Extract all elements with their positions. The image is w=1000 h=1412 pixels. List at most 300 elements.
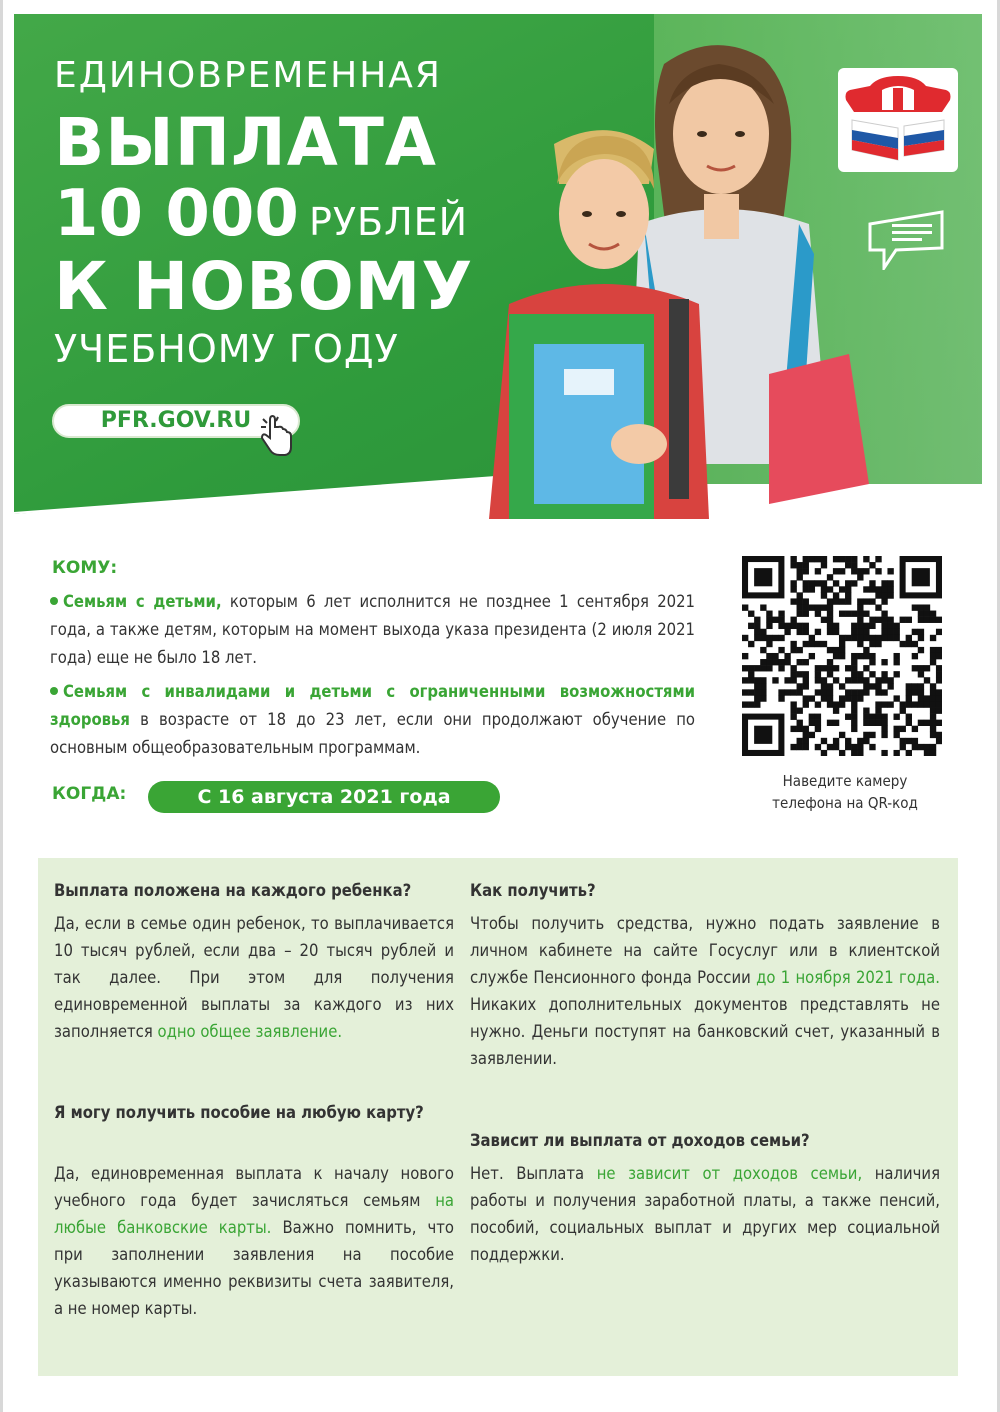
qr-module xyxy=(930,714,936,720)
qr-module xyxy=(833,556,839,562)
qr-module xyxy=(809,714,815,720)
qr-module xyxy=(894,732,900,738)
qr-module xyxy=(875,689,881,695)
qr-module xyxy=(784,689,790,695)
qr-module xyxy=(803,629,809,635)
who-label: КОМУ: xyxy=(52,558,118,578)
qr-module xyxy=(827,720,833,726)
qr-module xyxy=(881,598,887,604)
qr-module xyxy=(906,617,912,623)
qr-module xyxy=(869,617,875,623)
qr-module xyxy=(930,701,936,707)
qr-module xyxy=(869,635,875,641)
when-label: КОГДА: xyxy=(52,784,127,804)
qr-module xyxy=(748,671,754,677)
qr-module xyxy=(809,556,815,562)
faq-answer-1 xyxy=(54,910,454,1045)
qr-module xyxy=(754,617,760,623)
qr-module xyxy=(766,623,772,629)
qr-module xyxy=(815,677,821,683)
qr-module xyxy=(748,623,754,629)
qr-module xyxy=(918,647,924,653)
qr-module xyxy=(863,556,869,562)
national-projects-logo xyxy=(866,210,948,270)
qr-module xyxy=(742,635,748,641)
qr-module xyxy=(778,635,784,641)
qr-module xyxy=(906,683,912,689)
qr-module xyxy=(857,617,863,623)
qr-module xyxy=(797,683,803,689)
qr-module xyxy=(748,701,754,707)
qr-module xyxy=(845,635,851,641)
qr-module xyxy=(797,604,803,610)
qr-module xyxy=(906,701,912,707)
qr-module xyxy=(845,665,851,671)
who-bullet-2-highlight: Семьям с инвалидами и детьми с ограниченными возможностями здоровья xyxy=(50,682,695,729)
qr-module xyxy=(851,635,857,641)
qr-module xyxy=(797,726,803,732)
qr-module xyxy=(827,617,833,623)
qr-module xyxy=(918,744,924,750)
qr-module xyxy=(790,623,796,629)
qr-module xyxy=(803,744,809,750)
qr-module xyxy=(827,598,833,604)
qr-module xyxy=(857,598,863,604)
qr-module xyxy=(881,629,887,635)
qr-module xyxy=(936,689,942,695)
qr-module xyxy=(790,617,796,623)
qr-module xyxy=(803,611,809,617)
qr-module xyxy=(821,689,827,695)
qr-module xyxy=(790,598,796,604)
qr-caption-line-2: телефона на QR-код xyxy=(772,794,918,812)
qr-module xyxy=(803,604,809,610)
qr-module xyxy=(772,653,778,659)
headline-line-2: ВЫПЛАТА xyxy=(54,104,437,181)
qr-module xyxy=(748,641,754,647)
qr-module xyxy=(936,720,942,726)
qr-module xyxy=(821,677,827,683)
qr-module xyxy=(863,720,869,726)
qr-module xyxy=(875,714,881,720)
qr-module xyxy=(851,744,857,750)
qr-module xyxy=(815,604,821,610)
qr-module xyxy=(906,738,912,744)
qr-module xyxy=(833,701,839,707)
qr-module xyxy=(887,629,893,635)
qr-module xyxy=(869,653,875,659)
qr-module xyxy=(875,677,881,683)
qr-module xyxy=(833,738,839,744)
amount-currency: РУБЛЕЙ xyxy=(308,200,469,244)
qr-module xyxy=(839,611,845,617)
qr-module xyxy=(821,586,827,592)
qr-module xyxy=(797,574,803,580)
qr-module xyxy=(809,653,815,659)
qr-module xyxy=(772,677,778,683)
qr-module xyxy=(754,665,760,671)
qr-module xyxy=(772,635,778,641)
qr-module xyxy=(851,750,857,756)
faq-answer-3-text-end: Никаких дополнительных документов представлять не нужно. Деньги поступят на банковский счет, указанный в заявлении. xyxy=(470,995,940,1068)
qr-module xyxy=(815,611,821,617)
qr-module xyxy=(924,677,930,683)
qr-module xyxy=(930,635,936,641)
qr-module xyxy=(790,744,796,750)
qr-module xyxy=(797,659,803,665)
qr-module xyxy=(881,689,887,695)
qr-module xyxy=(809,720,815,726)
qr-caption xyxy=(730,770,960,814)
qr-module xyxy=(797,744,803,750)
qr-module xyxy=(918,635,924,641)
faq-question-1: Выплата положена на каждого ребенка? xyxy=(54,881,412,900)
qr-module xyxy=(815,629,821,635)
qr-module xyxy=(936,647,942,653)
faq-question-4: Зависит ли выплата от доходов семьи? xyxy=(470,1131,810,1150)
qr-module xyxy=(803,641,809,647)
qr-module xyxy=(924,720,930,726)
qr-module xyxy=(815,568,821,574)
qr-module xyxy=(839,750,845,756)
qr-module xyxy=(815,701,821,707)
qr-module xyxy=(857,738,863,744)
qr-module xyxy=(869,580,875,586)
qr-module xyxy=(809,604,815,610)
qr-module xyxy=(839,695,845,701)
pfr-logo xyxy=(838,68,958,172)
qr-module xyxy=(803,623,809,629)
when-date-badge: С 16 августа 2021 года xyxy=(148,781,500,813)
qr-module xyxy=(790,556,796,562)
qr-module xyxy=(881,732,887,738)
qr-module xyxy=(827,683,833,689)
qr-module xyxy=(875,635,881,641)
qr-module xyxy=(857,635,863,641)
qr-module xyxy=(863,623,869,629)
qr-finder-square xyxy=(912,568,930,586)
qr-module xyxy=(894,659,900,665)
qr-module xyxy=(887,623,893,629)
qr-module xyxy=(742,701,748,707)
qr-module xyxy=(936,665,942,671)
qr-module xyxy=(827,701,833,707)
qr-module xyxy=(766,611,772,617)
qr-module xyxy=(778,665,784,671)
qr-module xyxy=(930,647,936,653)
qr-module xyxy=(839,647,845,653)
qr-module xyxy=(851,629,857,635)
qr-module xyxy=(845,556,851,562)
qr-module xyxy=(906,689,912,695)
amount-value: 10 000 xyxy=(54,177,299,251)
qr-module xyxy=(906,720,912,726)
faq-answer-3-text: Чтобы получить средства, нужно подать заявление в личном кабинете на сайте Госуслуг или в клиентской службе Пенсионного фонда России xyxy=(470,914,940,987)
qr-module xyxy=(906,695,912,701)
qr-module xyxy=(930,689,936,695)
qr-module xyxy=(742,604,748,610)
faq-answer-1-text: Да, если в семье один ребенок, то выплачивается 10 тысяч рублей, если два – 20 тысяч рублей и так далее. При этом для получения единовременной выплаты за каждого из них заполняется xyxy=(54,914,454,1041)
qr-module xyxy=(833,647,839,653)
qr-module xyxy=(912,683,918,689)
qr-module xyxy=(900,726,906,732)
qr-module xyxy=(857,689,863,695)
qr-module xyxy=(803,659,809,665)
qr-module xyxy=(815,726,821,732)
qr-module xyxy=(766,653,772,659)
qr-module xyxy=(863,689,869,695)
faq-box xyxy=(38,858,958,1376)
qr-module xyxy=(851,677,857,683)
qr-module xyxy=(839,586,845,592)
qr-module xyxy=(881,580,887,586)
qr-module xyxy=(833,653,839,659)
qr-module xyxy=(881,586,887,592)
qr-module xyxy=(754,701,760,707)
qr-module xyxy=(863,677,869,683)
qr-module xyxy=(887,701,893,707)
qr-module xyxy=(803,738,809,744)
qr-module xyxy=(778,617,784,623)
qr-module xyxy=(924,665,930,671)
qr-module xyxy=(797,708,803,714)
qr-module xyxy=(760,677,766,683)
qr-module xyxy=(869,744,875,750)
qr-module xyxy=(930,659,936,665)
qr-module xyxy=(918,695,924,701)
qr-module xyxy=(918,689,924,695)
qr-module xyxy=(894,653,900,659)
qr-module xyxy=(863,732,869,738)
qr-module xyxy=(772,617,778,623)
qr-module xyxy=(881,611,887,617)
qr-module xyxy=(790,701,796,707)
qr-module xyxy=(760,659,766,665)
qr-module xyxy=(863,598,869,604)
qr-module xyxy=(851,708,857,714)
qr-module xyxy=(821,592,827,598)
faq-answer-2-highlight: на любые банковские карты. xyxy=(54,1191,454,1237)
headline-line-5: УЧЕБНОМУ ГОДУ xyxy=(54,327,399,371)
qr-module xyxy=(924,695,930,701)
qr-module xyxy=(742,689,748,695)
qr-module xyxy=(924,701,930,707)
children-photo xyxy=(469,24,889,519)
qr-module xyxy=(754,635,760,641)
qr-module xyxy=(930,708,936,714)
qr-module xyxy=(851,556,857,562)
qr-module xyxy=(875,568,881,574)
qr-module xyxy=(803,568,809,574)
qr-module xyxy=(821,641,827,647)
who-bullet-2-text: в возрасте от 18 до 23 лет, если они продолжают обучение по основным общеобразовательным программам. xyxy=(50,710,695,757)
qr-module xyxy=(881,592,887,598)
qr-code[interactable] xyxy=(742,556,942,756)
who-bullet-2 xyxy=(50,678,695,762)
qr-module xyxy=(912,665,918,671)
qr-module xyxy=(851,695,857,701)
qr-module xyxy=(833,708,839,714)
qr-module xyxy=(863,586,869,592)
qr-module xyxy=(845,562,851,568)
qr-module xyxy=(900,708,906,714)
qr-module xyxy=(790,647,796,653)
qr-finder-square xyxy=(754,726,772,744)
headline-amount xyxy=(54,177,469,251)
qr-module xyxy=(790,641,796,647)
who-bullet-1-highlight: Семьям с детьми, xyxy=(63,592,222,611)
qr-module xyxy=(760,629,766,635)
qr-module xyxy=(797,623,803,629)
qr-module xyxy=(869,720,875,726)
qr-module xyxy=(797,689,803,695)
qr-module xyxy=(881,623,887,629)
qr-module xyxy=(900,641,906,647)
qr-module xyxy=(869,714,875,720)
qr-module xyxy=(809,695,815,701)
qr-module xyxy=(827,695,833,701)
qr-module xyxy=(857,671,863,677)
qr-module xyxy=(851,714,857,720)
qr-module xyxy=(815,720,821,726)
qr-module xyxy=(924,750,930,756)
qr-module xyxy=(912,689,918,695)
qr-module xyxy=(790,586,796,592)
qr-module xyxy=(930,695,936,701)
qr-module xyxy=(936,671,942,677)
qr-module xyxy=(827,623,833,629)
qr-module xyxy=(797,671,803,677)
qr-module xyxy=(821,683,827,689)
qr-module xyxy=(790,689,796,695)
qr-module xyxy=(839,556,845,562)
qr-module xyxy=(863,708,869,714)
qr-module xyxy=(845,738,851,744)
qr-module xyxy=(839,683,845,689)
qr-module xyxy=(797,629,803,635)
qr-module xyxy=(821,665,827,671)
qr-module xyxy=(809,580,815,586)
website-link[interactable]: PFR.GOV.RU xyxy=(52,404,300,438)
qr-module xyxy=(930,611,936,617)
qr-module xyxy=(833,665,839,671)
qr-module xyxy=(827,744,833,750)
qr-module xyxy=(815,580,821,586)
qr-module xyxy=(797,598,803,604)
qr-module xyxy=(924,617,930,623)
qr-module xyxy=(790,580,796,586)
qr-module xyxy=(839,635,845,641)
qr-module xyxy=(778,623,784,629)
qr-module xyxy=(803,562,809,568)
qr-module xyxy=(821,695,827,701)
qr-module xyxy=(851,701,857,707)
qr-module xyxy=(875,604,881,610)
qr-module xyxy=(833,720,839,726)
qr-module xyxy=(821,738,827,744)
qr-module xyxy=(778,611,784,617)
qr-module xyxy=(857,611,863,617)
qr-module xyxy=(784,629,790,635)
qr-module xyxy=(869,641,875,647)
bullet-dot-icon xyxy=(50,687,58,695)
qr-module xyxy=(845,592,851,598)
qr-module xyxy=(803,598,809,604)
qr-module xyxy=(881,726,887,732)
qr-module xyxy=(760,665,766,671)
qr-module xyxy=(936,701,942,707)
cursor-hand-icon xyxy=(258,414,294,458)
qr-module xyxy=(797,738,803,744)
qr-module xyxy=(863,647,869,653)
qr-module xyxy=(912,726,918,732)
qr-module xyxy=(851,562,857,568)
qr-module xyxy=(833,677,839,683)
qr-module xyxy=(918,617,924,623)
qr-module xyxy=(790,726,796,732)
qr-module xyxy=(845,580,851,586)
qr-module xyxy=(809,586,815,592)
qr-module xyxy=(912,629,918,635)
faq-answer-3-highlight: до 1 ноября 2021 года. xyxy=(756,968,940,987)
qr-module xyxy=(778,659,784,665)
qr-module xyxy=(857,653,863,659)
qr-module xyxy=(784,659,790,665)
qr-module xyxy=(766,641,772,647)
qr-module xyxy=(887,586,893,592)
qr-caption-line-1: Наведите камеру xyxy=(782,772,908,790)
qr-module xyxy=(894,726,900,732)
qr-module xyxy=(857,695,863,701)
qr-module xyxy=(760,635,766,641)
qr-module xyxy=(754,683,760,689)
qr-module xyxy=(821,617,827,623)
qr-module xyxy=(754,677,760,683)
headline-line-4: К НОВОМУ xyxy=(54,248,474,325)
faq-answer-4-highlight: не зависит от доходов семьи, xyxy=(596,1164,863,1183)
qr-module xyxy=(797,592,803,598)
qr-module xyxy=(784,677,790,683)
faq-answer-3 xyxy=(470,910,940,1072)
qr-module xyxy=(875,556,881,562)
qr-module xyxy=(845,689,851,695)
qr-module xyxy=(924,611,930,617)
qr-module xyxy=(772,659,778,665)
qr-module xyxy=(930,683,936,689)
qr-module xyxy=(827,659,833,665)
qr-module xyxy=(857,641,863,647)
qr-module xyxy=(936,629,942,635)
qr-module xyxy=(906,635,912,641)
qr-module xyxy=(875,701,881,707)
qr-module xyxy=(857,677,863,683)
qr-module xyxy=(754,689,760,695)
qr-module xyxy=(875,586,881,592)
qr-module xyxy=(881,677,887,683)
qr-module xyxy=(851,720,857,726)
qr-module xyxy=(918,720,924,726)
qr-module xyxy=(851,671,857,677)
qr-module xyxy=(797,647,803,653)
qr-module xyxy=(875,641,881,647)
qr-module xyxy=(881,701,887,707)
qr-module xyxy=(881,714,887,720)
qr-module xyxy=(845,586,851,592)
faq-answer-1-highlight: одно общее заявление. xyxy=(157,1022,343,1041)
qr-module xyxy=(930,617,936,623)
qr-module xyxy=(930,744,936,750)
qr-module xyxy=(894,714,900,720)
